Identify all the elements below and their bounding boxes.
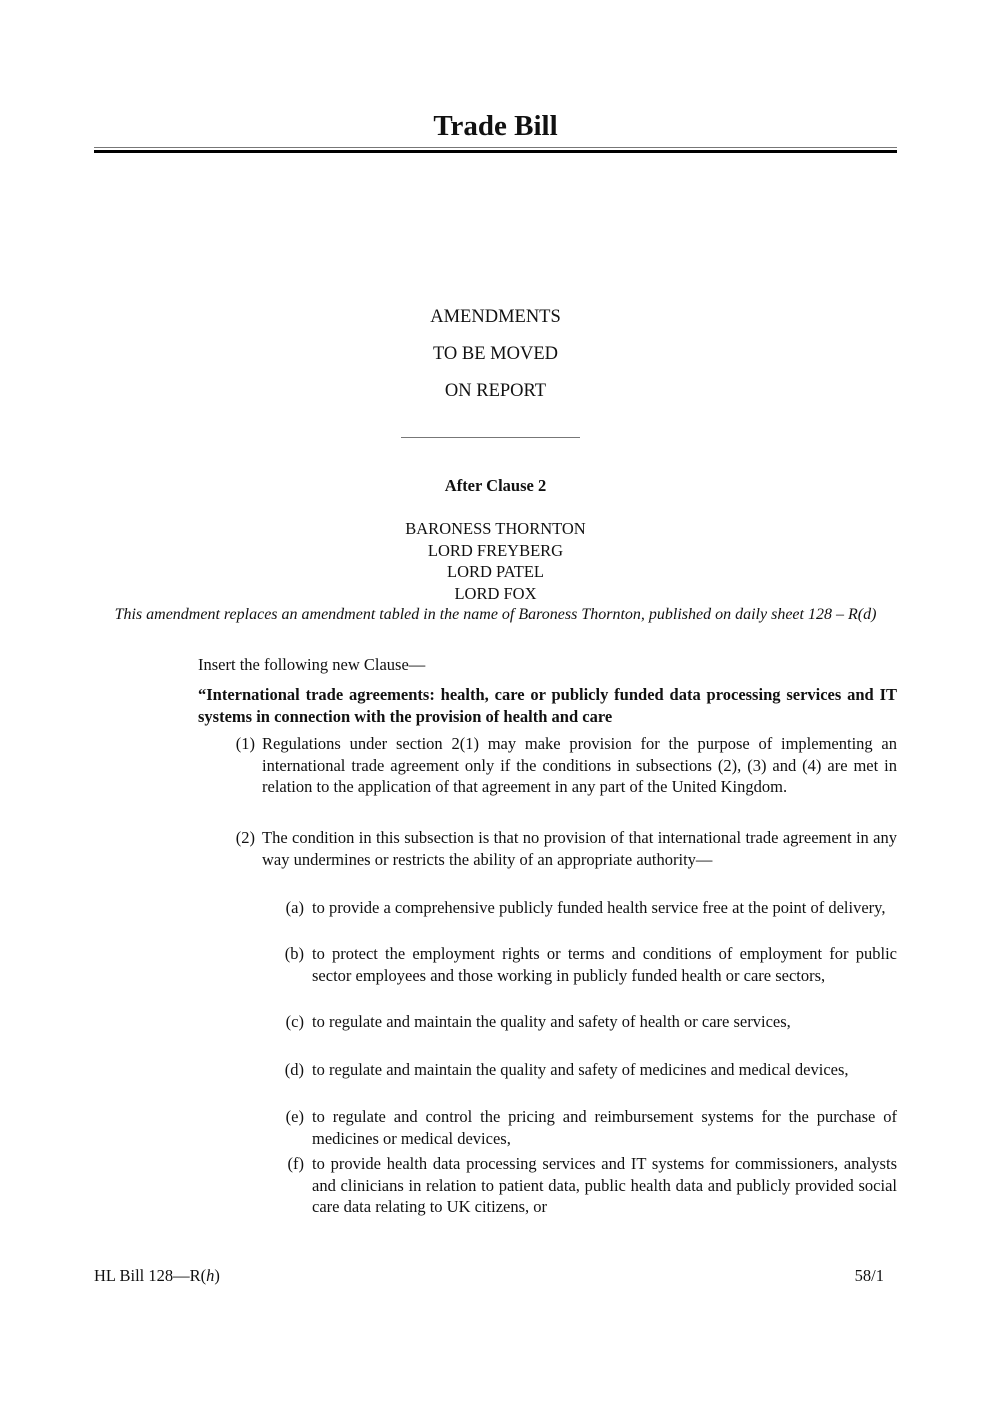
sponsor-name: LORD FOX (454, 584, 537, 604)
insert-instruction: Insert the following new Clause— (198, 655, 426, 674)
paragraph-text: to protect the employment rights or terms and conditions of employment for public sector employees and those working in publicly funded health or care sectors, (312, 944, 897, 985)
bill-ref-prefix: HL Bill 128—R( (94, 1266, 207, 1285)
sponsor-list (94, 518, 897, 605)
sponsor-name: LORD FREYBERG (427, 540, 564, 560)
bill-ref-suffix: ) (214, 1266, 220, 1285)
title-rule-thin (94, 147, 897, 148)
paragraph-e (262, 1106, 897, 1149)
subsection-number: (1) (235, 734, 255, 753)
bill-reference (94, 1266, 220, 1286)
paragraph-letter: (c) (285, 1012, 304, 1031)
paragraph-letter: (b) (284, 944, 304, 963)
subsection-1 (212, 733, 897, 798)
paragraph-a (262, 897, 897, 919)
paragraph-text: to provide a comprehensive publicly funded health service free at the point of delivery, (312, 898, 886, 917)
sponsor-name: BARONESS THORNTON (405, 519, 586, 538)
paragraph-letter: (d) (284, 1060, 304, 1079)
bill-ref-print-letter: h (206, 1266, 215, 1285)
heading-line-3: ON REPORT (444, 381, 547, 401)
bill-title: Trade Bill (433, 110, 558, 142)
heading-line-1: AMENDMENTS (430, 307, 561, 327)
title-rule-thick (94, 150, 897, 153)
paragraph-letter: (a) (285, 898, 304, 917)
page-reference: 58/1 (854, 1266, 884, 1285)
paragraph-d (262, 1059, 897, 1081)
new-clause-title: “International trade agreements: health, care or publicly funded data processing services and IT systems in connection with the provision of health and care (198, 685, 897, 726)
heading-line-2: TO BE MOVED (432, 344, 559, 364)
paragraph-text: to provide health data processing services and IT systems for commissioners, analysts and clinicians in relation to patient data, public health data and publicly provided social care data relating to UK citizens, or (312, 1154, 897, 1216)
replacement-note: This amendment replaces an amendment tabled in the name of Baroness Thornton, published on daily sheet 128 – R(d) (114, 606, 877, 623)
subsection-number: (2) (235, 828, 255, 847)
page-footer (94, 1266, 884, 1286)
amendments-heading (94, 306, 897, 406)
sponsor-name: LORD PATEL (446, 562, 545, 582)
subsection-2 (212, 827, 897, 870)
paragraph-text: to regulate and maintain the quality and safety of medicines and medical devices, (312, 1060, 849, 1079)
section-divider (401, 437, 580, 438)
paragraph-f (262, 1153, 897, 1218)
paragraph-c (262, 1011, 897, 1033)
paragraph-letter: (e) (285, 1107, 304, 1126)
paragraph-b (262, 943, 897, 986)
paragraph-text: to regulate and maintain the quality and safety of health or care services, (312, 1012, 791, 1031)
section-heading: After Clause 2 (444, 476, 547, 495)
subsection-text: The condition in this subsection is that no provision of that international trade agreement in any way undermines or restricts the ability of an appropriate authority— (262, 828, 897, 869)
subsection-text: Regulations under section 2(1) may make provision for the purpose of implementing an international trade agreement only if the conditions in subsections (2), (3) and (4) are met in relation to the application of that agreement in any part of the United Kingdom. (262, 734, 897, 796)
paragraph-text: to regulate and control the pricing and reimbursement systems for the purchase of medicines or medical devices, (312, 1107, 897, 1148)
paragraph-letter: (f) (287, 1154, 304, 1173)
